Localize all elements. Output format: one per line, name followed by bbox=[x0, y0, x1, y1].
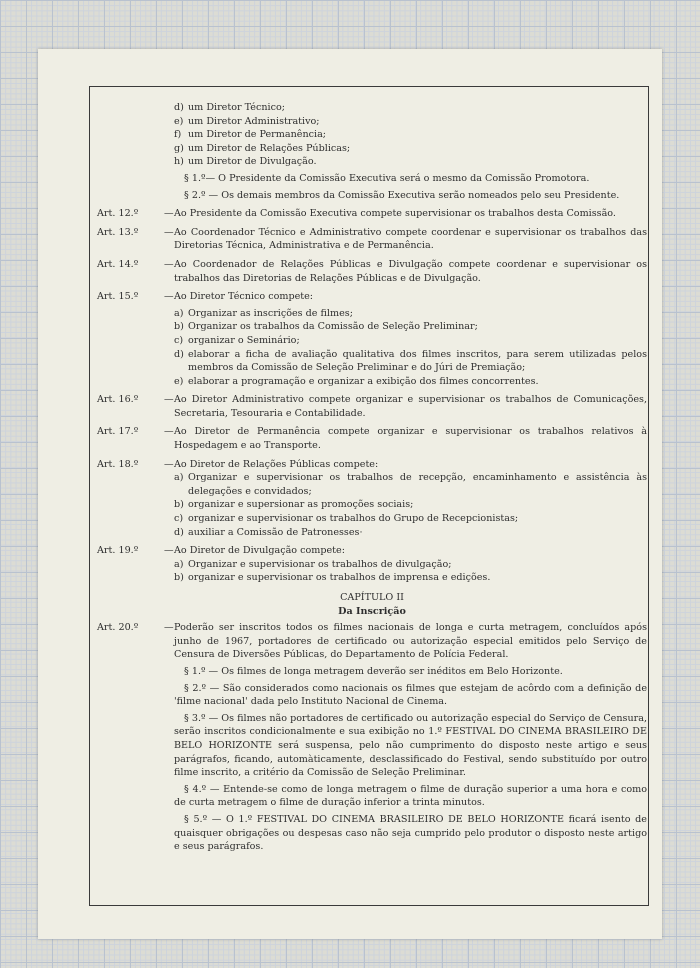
paragraph: § 2.º — São considerados como nacionais os filmes que estejam de acôrdo com a definição de 'filme nacional' dada pelo Instituto Nacional de Cinema. bbox=[174, 682, 647, 708]
article-20: Art. 20.º — Poderão ser inscritos todos os filmes nacionais de longa e curta metragem, concluídos após junho de 1967, portadores de certificado ou autorização especial emitidos pelo Serviço de Censura de Diversões Públicas, do Departamento de Polícia Federal. § 1.º — Os filmes de longa metragem deverão ser inéditos em Belo Horizonte. § 2.º — São considerados como nacionais os filmes que estejam de acôrdo com a definição de 'filme nacional' dada pelo Instituto Nacional de Cinema. § 3.º — Os filmes não portadores de certificado ou autorização especial do Serviço de Censura, serão inscritos condicionalmente e sua exibição no 1.º FESTIVAL DO CINEMA BRASILEIRO DE BELO HORIZONTE será suspensa, pelo não cumprimento do disposto neste artigo e seus parágrafos, ficando, automàticamente, desclassificado do Festival, sendo substituído por outro filme inscrito, a critério da Comissão de Seleção Preliminar. § 4.º — Entende-se como de longa metragem o filme de duração superior a uma hora e como de curta metragem o filme de duração inferior a trinta minutos. § 5.º — O 1.º FESTIVAL DO CINEMA BRASILEIRO DE BELO HORIZONTE ficará isento de quaisquer obrigações ou despesas caso não seja cumprido pelo produtor o disposto neste artigo e seus parágrafos. bbox=[97, 622, 647, 853]
article-16: Art. 16.º — Ao Diretor Administrativo compete organizar e supervisionar os trabalhos de Comunicações, Secretaria, Tesouraria e Contabilidade. bbox=[97, 394, 647, 419]
list-item: g) um Diretor de Relações Públicas; bbox=[174, 142, 351, 154]
article-text: Ao Diretor Técnico compete: bbox=[174, 291, 314, 303]
list-item: f) um Diretor de Permanência; bbox=[174, 129, 327, 141]
list-item: a) Organizar e supervisionar os trabalhos de recepção, encaminhamento e assistência às delegações e convidados; bbox=[174, 472, 647, 497]
list-item: b) organizar e supervisionar os trabalhos de imprensa e edições. bbox=[174, 572, 491, 584]
chapter-title: CAPÍTULO II bbox=[340, 592, 404, 603]
paragraph: § 1.º — Os filmes de longa metragem deverão ser inéditos em Belo Horizonte. bbox=[184, 665, 563, 677]
article-17: Art. 17.º — Ao Diretor de Permanência compete organizar e supervisionar os trabalhos relativos à Hospedagem e ao Transporte. bbox=[97, 426, 647, 452]
list-item: c) organizar e supervisionar os trabalhos do Grupo de Recepcionistas; bbox=[174, 513, 519, 525]
list-item: a) Organizar e supervisionar os trabalhos de divulgação; bbox=[174, 558, 452, 570]
list-item: b) organizar e supersionar as promoções sociais; bbox=[174, 499, 414, 511]
document-sheet bbox=[38, 49, 662, 939]
article-label: Art. 18.º bbox=[97, 458, 139, 470]
paragraph: § 3.º — Os filmes não portadores de certificado ou autorização especial do Serviço de Censura, serão inscritos condicionalmente e sua exibição no 1.º FESTIVAL DO CINEMA BRASILEIRO DE BELO HORIZONTE será suspensa, pelo não cumprimento do disposto neste artigo e seus parágrafos, ficando, automàticamente, desclassificado do Festival, sendo substituído por outro filme inscrito, a critério da Comissão de Seleção Preliminar. bbox=[174, 712, 647, 779]
article-label: Art. 14.º bbox=[97, 258, 139, 270]
list-item: d) auxiliar a Comissão de Patronesses· bbox=[174, 526, 363, 538]
article-text: Poderão ser inscritos todos os filmes nacionais de longa e curta metragem, concluídos após junho de 1967, portadores de certificado ou autorização especial emitidos pelo Serviço de Censura de Diversões Públicas, do Departamento de Polícia Federal. bbox=[174, 622, 647, 661]
article-text: Ao Diretor de Permanência compete organizar e supervisionar os trabalhos relativos à Hospedagem e ao Transporte. bbox=[174, 426, 647, 452]
article-text: Ao Coordenador de Relações Públicas e Divulgação compete coordenar e supervisionar os trabalhos das Diretorias de Relações Públicas e de Divulgação. bbox=[174, 258, 647, 284]
article-text: Ao Diretor de Relações Públicas compete: bbox=[174, 458, 379, 470]
article-label: Art. 20.º bbox=[97, 622, 139, 634]
list-item: e) elaborar a programação e organizar a exibição dos filmes concorrentes. bbox=[174, 375, 539, 387]
document-text bbox=[97, 101, 647, 854]
article-15: Art. 15.º — Ao Diretor Técnico compete: a) Organizar as inscrições de filmes; b) Organizar os trabalhos da Comissão de Seleção Preliminar; c) organizar o Seminário; d) elaborar a ficha de avaliação qualitativa dos filmes inscritos, para serem utilizadas pelos membros da Comissão de Seleção Preliminar e do Júri de Premiação; e) elaborar a programação e organizar a exibição dos filmes concorrentes. bbox=[97, 291, 647, 387]
chapter-subtitle: Da Inscrição bbox=[338, 605, 406, 617]
article-text: Ao Presidente da Comissão Executiva compete supervisionar os trabalhos desta Comissão. bbox=[174, 208, 616, 220]
list-item: c) organizar o Seminário; bbox=[174, 334, 300, 346]
article-label: Art. 19.º bbox=[97, 545, 139, 557]
paragraph: § 2.º — Os demais membros da Comissão Executiva serão nomeados pelo seu Presidente. bbox=[184, 189, 620, 201]
paragraph: § 4.º — Entende-se como de longa metragem o filme de duração superior a uma hora e como de curta metragem o filme de duração inferior a trinta minutos. bbox=[174, 783, 647, 809]
article-label: Art. 17.º bbox=[97, 426, 139, 438]
article-label: Art. 13.º bbox=[97, 226, 139, 238]
list-item: h) um Diretor de Divulgação. bbox=[174, 156, 317, 168]
article-13: Art. 13.º — Ao Coordenador Técnico e Administrativo compete coordenar e supervisionar os trabalhos das Diretorias Técnica, Administrativa e de Permanência. bbox=[97, 226, 647, 252]
paragraph: § 1.º— O Presidente da Comissão Executiva será o mesmo da Comissão Promotora. bbox=[184, 172, 590, 184]
article-19: Art. 19.º — Ao Diretor de Divulgação compete: a) Organizar e supervisionar os trabalhos de divulgação; b) organizar e supervisionar os trabalhos de imprensa e edições. bbox=[97, 544, 647, 585]
list-item: b) Organizar os trabalhos da Comissão de Seleção Preliminar; bbox=[174, 321, 478, 333]
list-item: d) um Diretor Técnico; bbox=[174, 102, 285, 113]
list-item: a) Organizar as inscrições de filmes; bbox=[174, 307, 353, 319]
article-label: Art. 12.º bbox=[97, 208, 139, 220]
list-item: d) elaborar a ficha de avaliação qualitativa dos filmes inscritos, para serem utilizadas pelos membros da Comissão de Seleção Preliminar e do Júri de Premiação; bbox=[174, 348, 647, 374]
article-18: Art. 18.º — Ao Diretor de Relações Públicas compete: a) Organizar e supervisionar os trabalhos de recepção, encaminhamento e assistência às delegações e convidados; b) organizar e supersionar as promoções sociais; c) organizar e supervisionar os trabalhos do Grupo de Recepcionistas; d) auxiliar a Comissão de Patronesses· bbox=[97, 458, 647, 538]
article-12: Art. 12.º — Ao Presidente da Comissão Executiva compete supervisionar os trabalhos desta Comissão. bbox=[97, 207, 647, 221]
article-text: Ao Coordenador Técnico e Administrativo compete coordenar e supervisionar os trabalhos das Diretorias Técnica, Administrativa e de Permanência. bbox=[174, 226, 647, 252]
article-text: Ao Diretor de Divulgação compete: bbox=[174, 545, 345, 557]
article-label: Art. 15.º bbox=[97, 291, 139, 303]
article-label: Art. 16.º bbox=[97, 394, 139, 406]
list-item: e) um Diretor Administrativo; bbox=[174, 115, 320, 127]
paragraph: § 5.º — O 1.º FESTIVAL DO CINEMA BRASILEIRO DE BELO HORIZONTE ficará isento de quaisquer obrigações ou despesas caso não seja cumprido pelo produtor o disposto neste artigo e seus parágrafos. bbox=[174, 813, 647, 853]
items-top bbox=[97, 101, 647, 202]
article-text: Ao Diretor Administrativo compete organizar e supervisionar os trabalhos de Comunicações, Secretaria, Tesouraria e Contabilidade. bbox=[174, 394, 647, 419]
article-14: Art. 14.º — Ao Coordenador de Relações Públicas e Divulgação compete coordenar e supervisionar os trabalhos das Diretorias de Relações Públicas e de Divulgação. bbox=[97, 258, 647, 284]
